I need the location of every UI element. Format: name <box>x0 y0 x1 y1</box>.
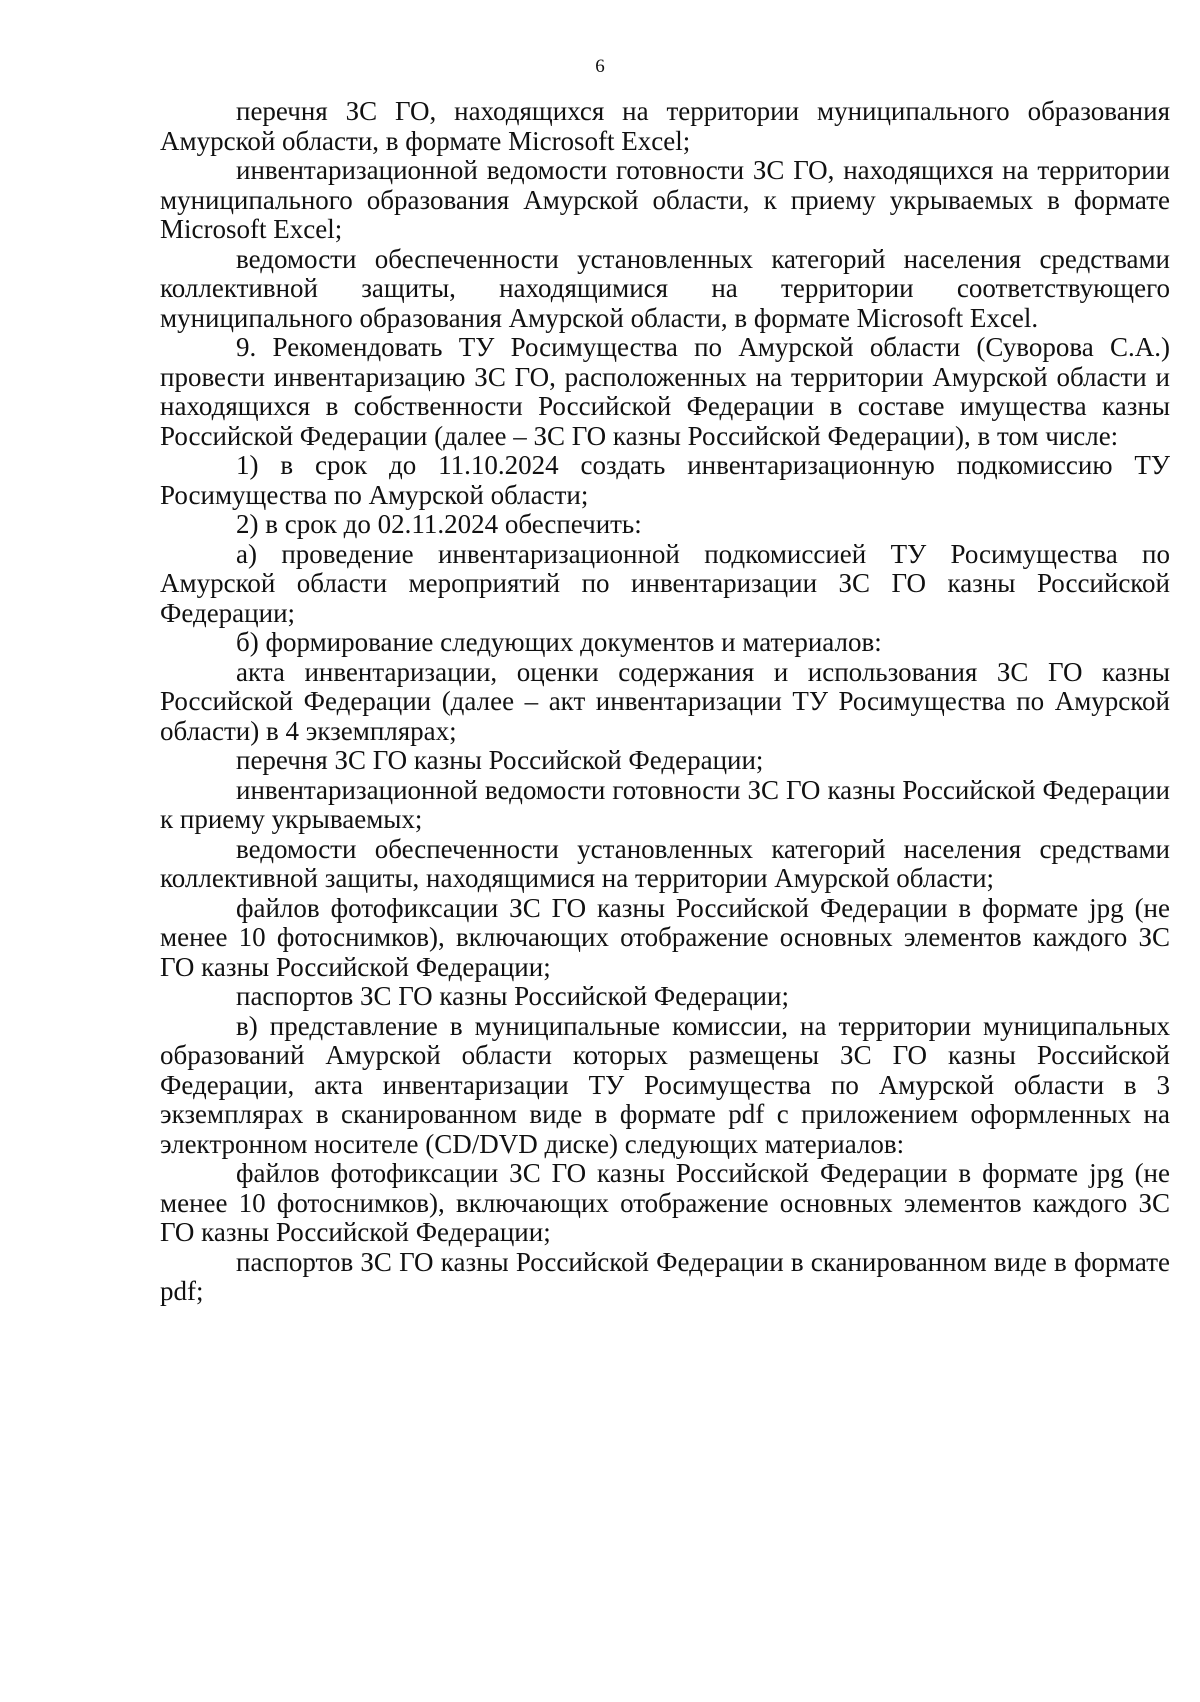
paragraph: паспортов ЗС ГО казны Российской Федерации в сканированном виде в формате pdf; <box>160 1246 1170 1306</box>
paragraph: ведомости обеспеченности установленных категорий населения средствами коллективной защиты, находящимися на территории Амурской области; <box>160 833 1170 893</box>
paragraph: перечня ЗС ГО, находящихся на территории муниципального образования Амурской области, в формате Microsoft Excel; <box>160 96 1170 156</box>
document-body <box>160 97 1170 1307</box>
paragraph: а) проведение инвентаризационной подкомиссией ТУ Росимущества по Амурской области мероприятий по инвентаризации ЗС ГО казны Российской Федерации; <box>160 538 1170 628</box>
paragraph: перечня ЗС ГО казны Российской Федерации; <box>236 745 764 775</box>
paragraph: в) представление в муниципальные комиссии, на территории муниципальных образований Амурской области которых размещены ЗС ГО казны Российской Федерации, акта инвентаризации ТУ Росимущества по Амурской области в 3 экземплярах в сканированном виде в формате pdf с приложением оформленных на электронном носителе (CD/DVD диске) следующих материалов: <box>160 1010 1170 1159</box>
paragraph: акта инвентаризации, оценки содержания и использования ЗС ГО казны Российской Федерации (далее – акт инвентаризации ТУ Росимущества по Амурской области) в 4 экземплярах; <box>160 656 1170 746</box>
paragraph: инвентаризационной ведомости готовности ЗС ГО, находящихся на территории муниципального образования Амурской области, к приему укрываемых в формате Microsoft Excel; <box>160 155 1170 244</box>
paragraph: б) формирование следующих документов и материалов: <box>236 627 882 657</box>
paragraph: 9. Рекомендовать ТУ Росимущества по Амурской области (Суворова С.А.) провести инвентаризацию ЗС ГО, расположенных на территории Амурской области и находящихся в собственности Российской Федерации в составе имущества казны Российской Федерации (далее – ЗС ГО казны Российской Федерации), в том числе: <box>160 332 1170 451</box>
paragraph: файлов фотофиксации ЗС ГО казны Российской Федерации в формате jpg (не менее 10 фотоснимков), включающих отображение основных элементов каждого ЗС ГО казны Российской Федерации; <box>160 892 1170 982</box>
paragraph: паспортов ЗС ГО казны Российской Федерации; <box>236 981 789 1011</box>
paragraph: ведомости обеспеченности установленных категорий населения средствами коллективной защиты, находящимися на территории соответствующего муниципального образования Амурской области, в формате Microsoft Excel. <box>160 243 1170 333</box>
page-number: 6 <box>595 56 605 77</box>
paragraph: 1) в срок до 11.10.2024 создать инвентаризационную подкомиссию ТУ Росимущества по Амурской области; <box>160 450 1170 510</box>
paragraph: файлов фотофиксации ЗС ГО казны Российской Федерации в формате jpg (не менее 10 фотоснимков), включающих отображение основных элементов каждого ЗС ГО казны Российской Федерации; <box>160 1158 1170 1247</box>
paragraph: 2) в срок до 02.11.2024 обеспечить: <box>236 509 642 539</box>
paragraph: инвентаризационной ведомости готовности ЗС ГО казны Российской Федерации к приему укрываемых; <box>160 774 1170 834</box>
